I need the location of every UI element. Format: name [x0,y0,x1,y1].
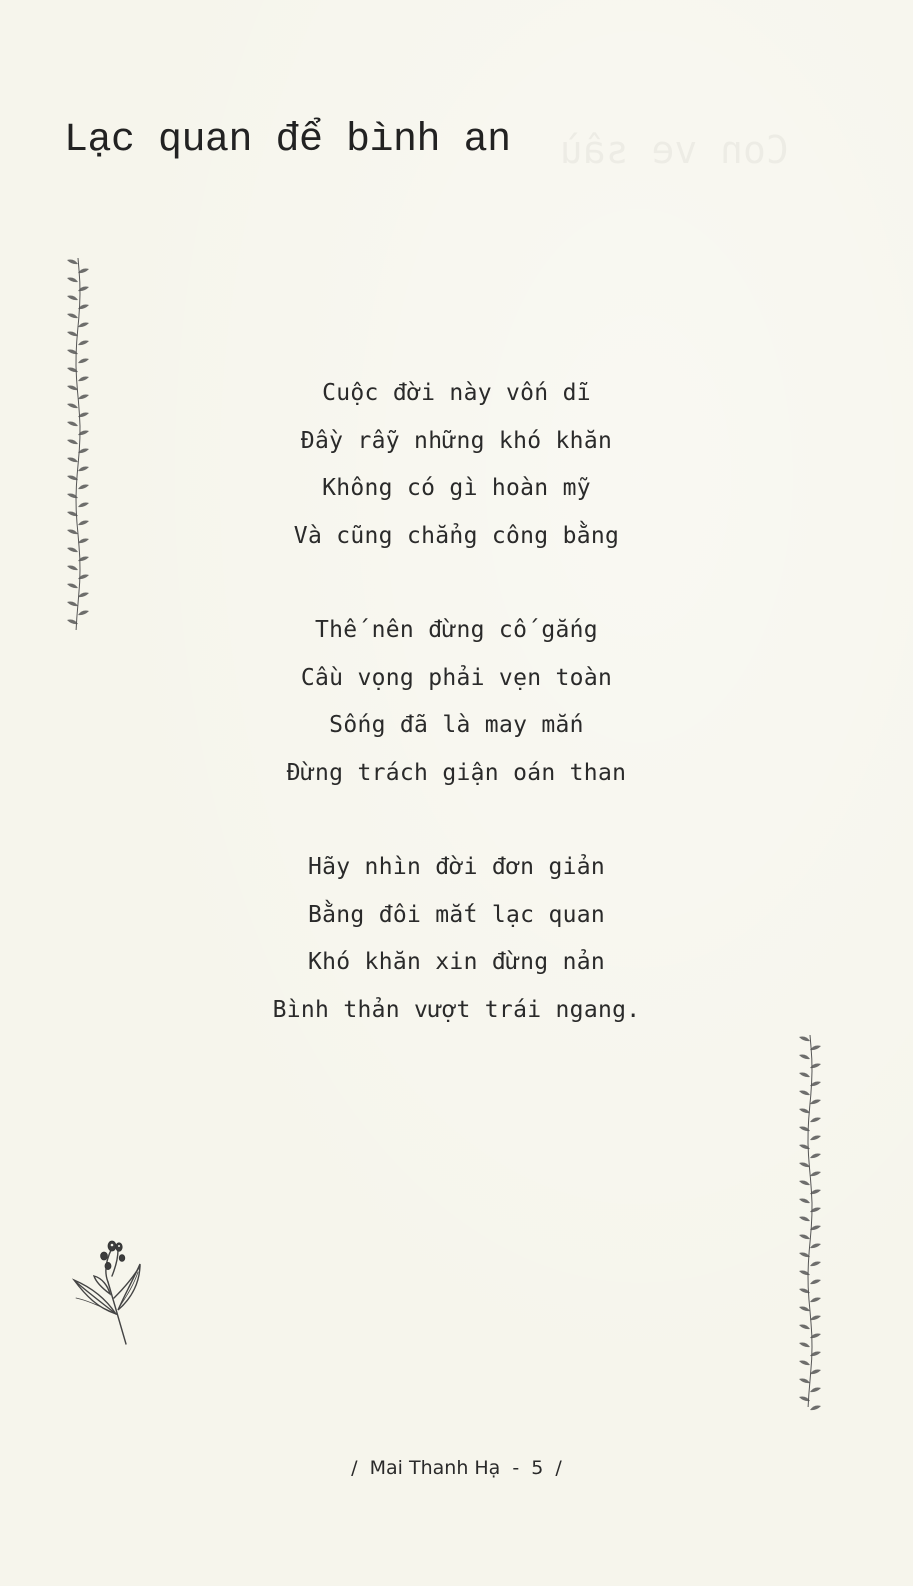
vine-leaf [810,1280,821,1285]
poem-line: Đừng trách giận oán than [286,759,627,786]
vine-leaf [810,1118,821,1123]
vine-leaf [810,1136,821,1141]
page-number: 5 [531,1457,544,1479]
vine-leaf [810,1244,821,1249]
vine-leaf [78,323,89,328]
poem-line: Hãy nhìn đời đơn giản [307,854,606,880]
vine-leaf [67,278,78,283]
leaf-vine-icon [790,1035,830,1415]
vine-leaf [799,1361,810,1366]
poem-line: Thế nên đừng cố gắng [315,617,598,643]
poem-line: Bằng đôi mắt lạc quan [307,901,606,928]
vine-leaf [810,1046,821,1051]
vine-leaf [799,1109,810,1114]
vine-leaf [799,1217,810,1222]
vine-leaf [67,314,78,319]
vine-leaf [67,296,78,301]
vine-leaf [78,269,89,274]
author-name: Mai Thanh Hạ [369,1457,501,1479]
vine-leaf [799,1379,810,1384]
vine-leaf [810,1172,821,1177]
stanza-3 [0,844,913,1034]
vine-leaf [78,341,89,346]
vine-leaf [810,1298,821,1303]
vine-leaf [799,1343,810,1348]
vine-leaf [799,1307,810,1312]
vine-leaf [78,359,89,364]
vine-leaf [67,332,78,337]
footer-dash: - [512,1457,520,1479]
footer-open-slash: / [351,1457,358,1479]
vine-leaf [799,1181,810,1186]
vine-leaf [810,1406,821,1411]
vine-leaf [810,1370,821,1375]
vine-leaf [799,1073,810,1078]
poem-line: Khó khăn xin đừng nản [307,949,606,975]
vine-leaf [810,1388,821,1393]
poem-line: Cầu vọng phải vẹn toàn [300,664,613,691]
poem-line: Đầy rẫy những khó khăn [300,427,613,454]
vine-leaf [810,1154,821,1159]
poem-title: Lạc quan để bình an [64,118,511,163]
vine-leaf [810,1262,821,1267]
poem-line: Không có gì hoàn mỹ [322,475,591,501]
vine-leaf [799,1037,810,1042]
stanza-2 [0,607,913,797]
vine-leaf [799,1055,810,1060]
poem-line: Bình thản vượt trái ngang. [272,996,641,1023]
vine-leaf [799,1253,810,1258]
vine-leaf [799,1163,810,1168]
vine-leaf [799,1325,810,1330]
poem-line: Sống đã là may mắn [329,712,584,738]
stanza-1 [0,370,913,560]
show-through-text [560,128,789,172]
poem-body [0,370,913,1081]
footer-close-slash: / [555,1457,562,1479]
vine-leaf [799,1235,810,1240]
vine-leaf [810,1100,821,1105]
poem-line: Cuộc đời này vốn dĩ [322,380,591,406]
page-footer [0,1457,913,1479]
vine-leaf [67,260,78,265]
poem-line: Và cũng chẳng công bằng [293,522,620,549]
vine-leaf [810,1316,821,1321]
berry-sprig-icon [68,1236,148,1348]
vine-leaf [799,1091,810,1096]
vine-leaf [799,1199,810,1204]
